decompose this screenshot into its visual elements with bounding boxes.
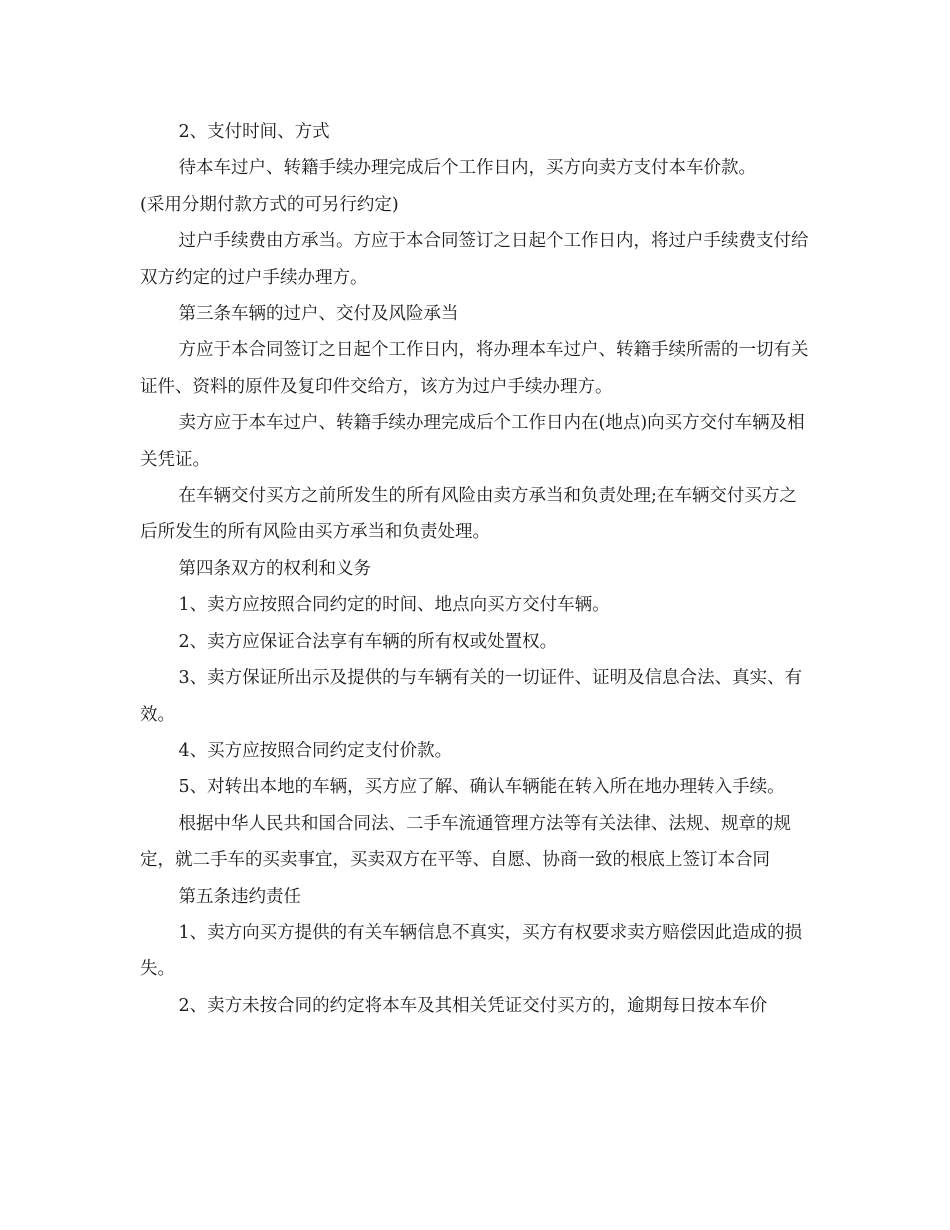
paragraph-installment-note: (采用分期付款方式的可另行约定) <box>140 194 399 215</box>
paragraph-transfer-fee: 过户手续费由方承当。方应于本合同签订之日起个工作日内，将过户手续费支付给双方约定的过户手续办理方。 <box>140 231 809 288</box>
paragraph-payment-heading: 2、支付时间、方式 <box>178 122 330 142</box>
document-body <box>140 114 812 1024</box>
paragraph-payment-terms: 待本车过户、转籍手续办理完成后个工作日内，买方向卖方支付本车价款。 <box>178 158 756 179</box>
paragraph-legal-basis: 根据中华人民共和国合同法、二手车流通管理方法等有关法律、法规、规章的规定，就二手车的买卖事宜，买卖双方在平等、自愿、协商一致的根底上签订本合同 <box>140 813 791 871</box>
paragraph-article-4-heading: 第四条双方的权利和义务 <box>178 558 371 579</box>
paragraph-article-3-heading: 第三条车辆的过户、交付及风险承当 <box>178 304 459 325</box>
paragraph-risk-bearing: 在车辆交付买方之前所发生的所有风险由卖方承当和负责处理;在车辆交付买方之后所发生的所有风险由买方承当和负责处理。 <box>140 486 797 543</box>
paragraph-article-5-heading: 第五条违约责任 <box>178 886 301 907</box>
paragraph-obligation-2: 2、卖方应保证合法享有车辆的所有权或处置权。 <box>178 631 558 652</box>
paragraph-obligation-1: 1、卖方应按照合同约定的时间、地点向买方交付车辆。 <box>178 595 610 616</box>
paragraph-transfer-documents: 方应于本合同签订之日起个工作日内，将办理本车过户、转籍手续所需的一切有关证件、资料的原件及复印件交给方，该方为过户手续办理方。 <box>140 340 809 397</box>
paragraph-obligation-3: 3、卖方保证所出示及提供的与车辆有关的一切证件、证明及信息合法、真实、有效。 <box>140 668 803 725</box>
paragraph-obligation-4: 4、买方应按照合同约定支付价款。 <box>178 740 453 761</box>
paragraph-vehicle-delivery: 卖方应于本车过户、转籍手续办理完成后个工作日内在(地点)向买方交付车辆及相关凭证。 <box>140 413 805 470</box>
paragraph-breach-2: 2、卖方未按合同的约定将本车及其相关凭证交付买方的，逾期每日按本车价 <box>178 995 768 1016</box>
paragraph-obligation-5: 5、对转出本地的车辆，买方应了解、确认车辆能在转入所在地办理转入手续。 <box>178 777 785 798</box>
paragraph-breach-1: 1、卖方向买方提供的有关车辆信息不真实，买方有权要求卖方赔偿因此造成的损失。 <box>140 922 803 980</box>
